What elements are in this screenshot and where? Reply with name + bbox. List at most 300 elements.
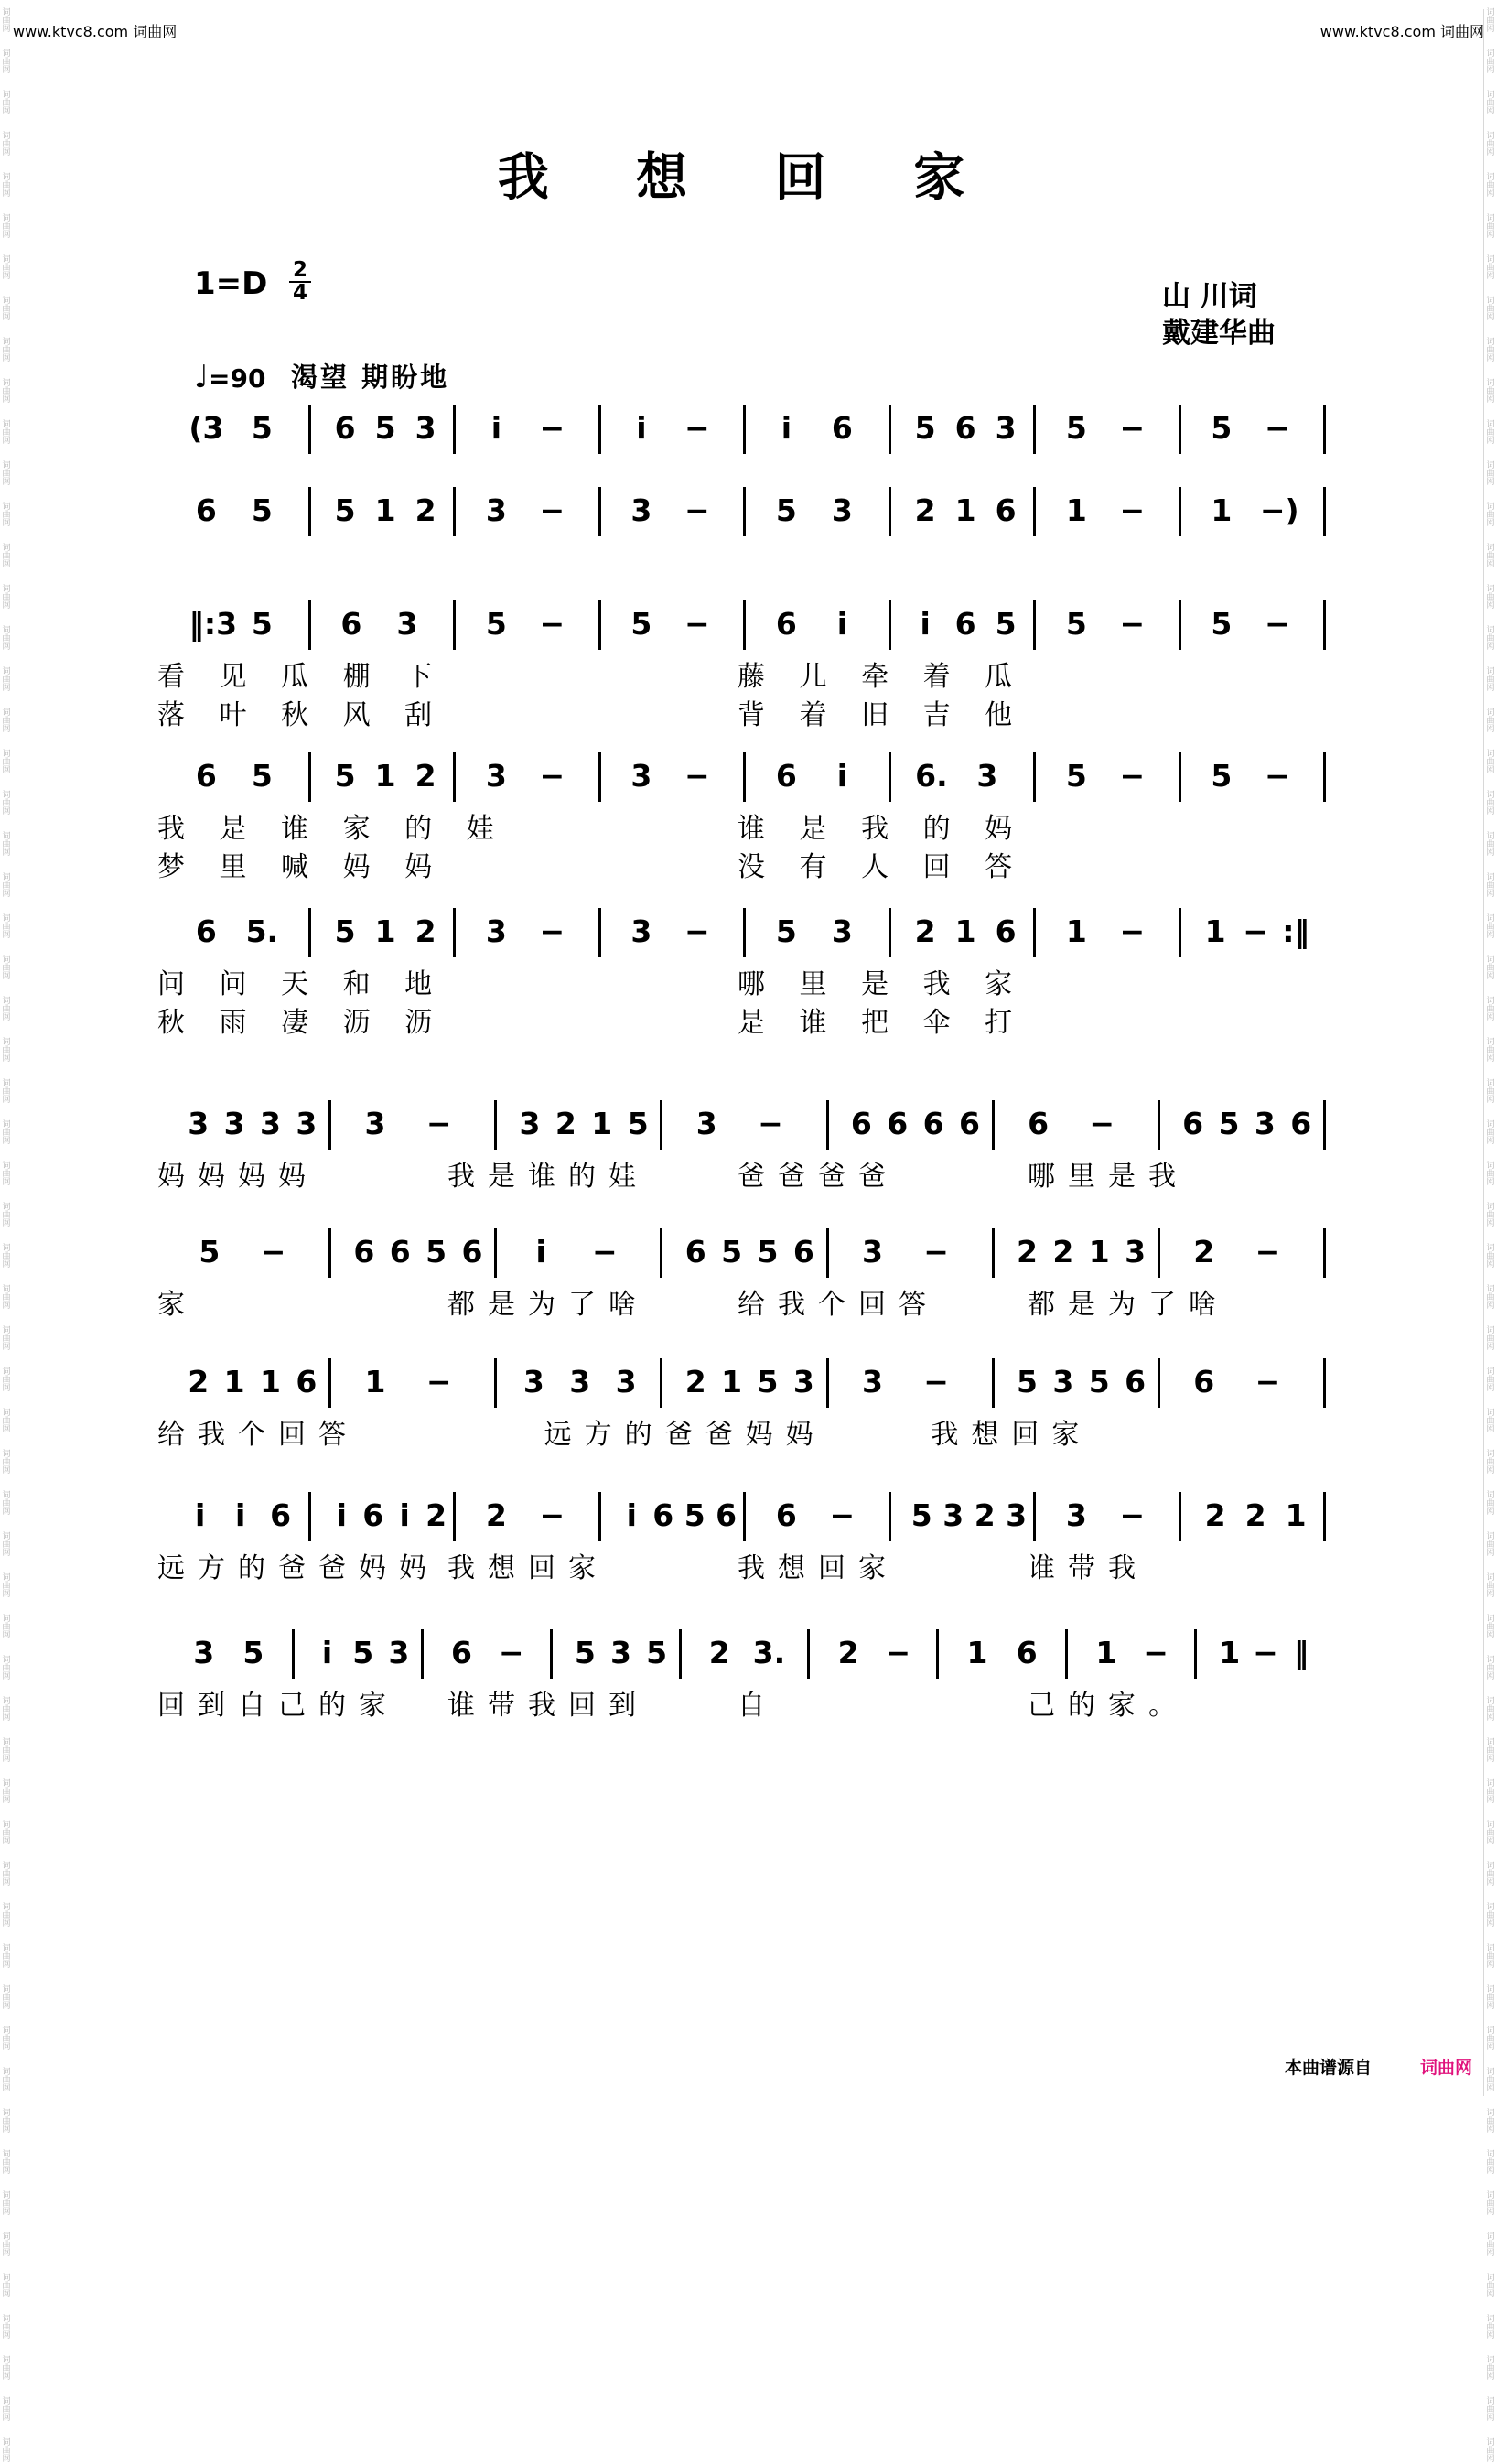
note: −: [1119, 410, 1146, 446]
note: 2: [415, 913, 436, 949]
note: −: [425, 1106, 452, 1141]
note: 5: [1065, 410, 1087, 446]
note: −): [1259, 492, 1299, 528]
note: 6: [362, 1497, 384, 1533]
time-signature-top: 2: [289, 260, 311, 283]
composer-credit: 戴建华曲: [1162, 317, 1276, 350]
note: 1: [721, 1364, 743, 1400]
bar-line: [494, 1100, 497, 1150]
note: 1: [1065, 913, 1087, 949]
bar-line: [1179, 600, 1181, 650]
note: i: [535, 1234, 546, 1270]
note: 3.: [752, 1635, 786, 1670]
note: 3: [364, 1106, 386, 1141]
bar-line: [1323, 1358, 1326, 1408]
bar-line: [743, 752, 746, 802]
bar-line: [889, 405, 891, 454]
bar-line: [328, 1228, 331, 1278]
note: 6: [389, 1234, 411, 1270]
bar-line: [1065, 1629, 1068, 1679]
note: 2: [974, 1497, 996, 1533]
lyric-line: 哪 里 是 我 家: [738, 968, 1026, 1000]
bar-line: [1033, 487, 1036, 536]
note: 6: [684, 1234, 706, 1270]
note: 3: [609, 1635, 631, 1670]
note: 5: [995, 606, 1017, 642]
bar-line: [660, 1100, 662, 1150]
note: −: [539, 606, 565, 642]
tempo-value: =90: [209, 363, 266, 394]
note: −: [1243, 913, 1268, 949]
note: −: [1119, 758, 1146, 794]
note: 5: [352, 1635, 374, 1670]
note: 3: [861, 1364, 883, 1400]
bar-line: [308, 600, 311, 650]
bar-line: [889, 908, 891, 957]
note: 6: [652, 1497, 674, 1533]
bar-line: [1323, 752, 1326, 802]
note: 6: [1125, 1364, 1147, 1400]
note: 3: [615, 1364, 637, 1400]
note: 3: [942, 1497, 964, 1533]
note: 3: [569, 1364, 591, 1400]
note: 5: [251, 410, 273, 446]
note: 3: [995, 410, 1017, 446]
bar-line: [743, 908, 746, 957]
note: 3: [396, 606, 418, 642]
note: 3: [831, 913, 853, 949]
bar-line: [598, 908, 601, 957]
note: 1: [374, 492, 396, 528]
note: 2: [188, 1364, 210, 1400]
note: 5: [1016, 1364, 1038, 1400]
lyric-line: 我是谁的娃: [447, 1161, 649, 1193]
note: −: [1265, 606, 1290, 642]
note: −: [1265, 758, 1290, 794]
note: 2: [837, 1635, 859, 1670]
lyric-line: 己的家。: [1028, 1690, 1189, 1722]
bar-line: [1033, 1492, 1036, 1541]
lyric-line: 哪里是我: [1028, 1161, 1189, 1193]
bar-line: [1323, 1492, 1326, 1541]
bar-line: [1323, 405, 1326, 454]
note: 5: [425, 1234, 447, 1270]
lyricist-credit: 山 川词: [1162, 280, 1257, 313]
note: 3: [976, 758, 998, 794]
quarter-note-icon: ♩: [194, 359, 210, 395]
note: −: [684, 913, 710, 949]
lyric-line: 我想回家: [931, 1419, 1093, 1451]
note: 1: [954, 492, 976, 528]
note: 1: [374, 758, 396, 794]
note: :‖: [1282, 913, 1309, 949]
time-signature: [289, 260, 311, 304]
note: 3: [485, 758, 507, 794]
lyric-line: 给我个回答: [157, 1419, 359, 1451]
lyric-line: 远方的爸爸妈妈: [544, 1419, 826, 1451]
note: 6: [195, 758, 217, 794]
lyric-line: 都是为了啥: [447, 1289, 649, 1321]
bar-line: [936, 1629, 939, 1679]
note: i: [399, 1497, 410, 1533]
note: 6: [1290, 1106, 1312, 1141]
note: 2: [1244, 1497, 1266, 1533]
bar-line: [598, 1492, 601, 1541]
bar-line: [1033, 908, 1036, 957]
staff-system: [0, 1364, 1497, 1501]
bar-line: [1158, 1358, 1160, 1408]
note: 2: [708, 1635, 730, 1670]
note: 5: [334, 913, 356, 949]
note: 3: [630, 913, 652, 949]
note: 2: [914, 492, 936, 528]
note: −: [498, 1635, 524, 1670]
note: −: [539, 492, 565, 528]
note: i: [836, 606, 847, 642]
note: 6: [1016, 1635, 1038, 1670]
staff-system: [0, 758, 1497, 895]
note: 6: [775, 606, 797, 642]
note: 3: [188, 1106, 210, 1141]
note: 3: [1125, 1234, 1147, 1270]
note: −: [539, 913, 565, 949]
note: 2: [914, 913, 936, 949]
note: 5: [485, 606, 507, 642]
bar-line: [1179, 752, 1181, 802]
note: −: [1255, 1364, 1281, 1400]
note: 1: [223, 1364, 245, 1400]
bar-line: [1323, 1228, 1326, 1278]
note: ‖: [1293, 1635, 1309, 1670]
note: i: [321, 1635, 333, 1670]
note: 3: [861, 1234, 883, 1270]
bar-line: [826, 1228, 829, 1278]
note: −: [539, 1497, 565, 1533]
note: −: [539, 758, 565, 794]
bar-line: [743, 1492, 746, 1541]
note: −: [539, 410, 565, 446]
bar-line: [494, 1228, 497, 1278]
note: −: [260, 1234, 286, 1270]
bar-line: [660, 1358, 662, 1408]
note: 5: [1211, 606, 1233, 642]
bar-line: [421, 1629, 424, 1679]
lyric-line: 藤 儿 牵 着 瓜: [738, 661, 1026, 693]
note: 5: [1211, 758, 1233, 794]
note: −: [885, 1635, 911, 1670]
note: 1: [966, 1635, 988, 1670]
bar-line: [598, 600, 601, 650]
note: 3: [630, 492, 652, 528]
lyric-line: 问 问 天 和 地: [157, 968, 446, 1000]
note: 3: [485, 913, 507, 949]
note: 5: [775, 913, 797, 949]
header-site-left: www.ktvc8.com 词曲网: [13, 23, 178, 40]
note: −: [1119, 1497, 1146, 1533]
note: i: [234, 1497, 246, 1533]
note: 5: [630, 606, 652, 642]
note: 6: [461, 1234, 483, 1270]
side-watermark-right: 词 曲 网 词 曲 网 词 曲 网 词 曲 网 词 曲 网 词 曲 网 词 曲 网 词 曲 网 词 曲 网 词 曲 网 词 曲 网 词 曲 网 词 曲 网 词 曲 网 词 曲 网 词 曲 网 词 曲 网 词 曲 网 词 曲 网 词 曲 网 词 曲 网 词 曲 网 词 曲 网 词 曲 网 词 曲 网 词 曲 网 词 曲 网 词 曲 网 词 曲 网 词 曲 网 词 曲 网 词 曲 网 词 曲 网 词 曲 网 词 曲 网 词 曲 网 词 曲 网 词 曲 网 词 曲 网 词 曲 网 词 曲 网 词 曲 网 词 曲 网 词 曲 网 词 曲 网 词 曲 网 词 曲 网 词 曲 网 词 曲 网 词 曲 网 词 曲 网 词 曲 网 词 曲 网 词 曲 网 词 曲 网 词 曲 网 词 曲 网 词 曲 网 词 曲 网 词 曲 网: [1483, 9, 1497, 2096]
expression-marking: 渴望 期盼地: [291, 362, 450, 393]
note: 2: [555, 1106, 576, 1141]
note: −: [1119, 913, 1146, 949]
note: i: [490, 410, 502, 446]
lyric-line: 谁带我: [1028, 1552, 1148, 1584]
note: −: [1119, 606, 1146, 642]
note: i: [194, 1497, 206, 1533]
bar-line: [453, 1492, 456, 1541]
note: 1: [260, 1364, 281, 1400]
bar-line: [1179, 1492, 1181, 1541]
lyric-line: 没 有 人 回 答: [738, 851, 1026, 883]
note: 5: [334, 492, 356, 528]
note: 3: [1052, 1364, 1074, 1400]
note: 1: [591, 1106, 613, 1141]
note: 5: [1065, 758, 1087, 794]
note: 2: [415, 492, 436, 528]
note: 5: [1218, 1106, 1240, 1141]
lyric-line: 妈妈妈妈: [157, 1161, 318, 1193]
note: 3: [519, 1106, 541, 1141]
note: 3: [485, 492, 507, 528]
note: 3: [260, 1106, 281, 1141]
note: 6: [831, 410, 853, 446]
bar-line: [550, 1629, 553, 1679]
bar-line: [453, 752, 456, 802]
bar-line: [889, 1492, 891, 1541]
lyric-line: 落 叶 秋 风 刮: [157, 699, 446, 731]
note: 6: [922, 1106, 944, 1141]
bar-line: [598, 405, 601, 454]
note: −: [684, 758, 710, 794]
bar-line: [308, 752, 311, 802]
bar-line: [453, 487, 456, 536]
note: 6: [296, 1364, 318, 1400]
note: −: [684, 492, 710, 528]
note: −: [684, 410, 710, 446]
bar-line: [889, 487, 891, 536]
note: 6: [995, 913, 1017, 949]
note: 1: [1095, 1635, 1117, 1670]
note: 3: [792, 1364, 814, 1400]
note: 5: [1065, 606, 1087, 642]
bar-line: [1158, 1100, 1160, 1150]
note: 5: [1211, 410, 1233, 446]
note: 5: [627, 1106, 649, 1141]
note: i: [920, 606, 931, 642]
bar-line: [598, 487, 601, 536]
note: 6: [792, 1234, 814, 1270]
note: 5: [1088, 1364, 1110, 1400]
note: 1: [1088, 1234, 1110, 1270]
note: −: [1265, 410, 1290, 446]
note: 3: [296, 1106, 318, 1141]
bar-line: [1179, 405, 1181, 454]
lyric-line: 背 着 旧 吉 他: [738, 699, 1026, 731]
staff-system: [0, 1497, 1497, 1635]
note: 5: [914, 410, 936, 446]
note: 5: [242, 1635, 264, 1670]
lyric-line: 远方的爸爸妈妈: [157, 1552, 439, 1584]
staff-system: [0, 1635, 1497, 1772]
note: 1: [1219, 1635, 1241, 1670]
bar-line: [992, 1358, 995, 1408]
note: 5: [910, 1497, 932, 1533]
note: 6: [850, 1106, 872, 1141]
bar-line: [743, 405, 746, 454]
note: 3: [695, 1106, 717, 1141]
bar-line: [1179, 487, 1181, 536]
bar-line: [992, 1228, 995, 1278]
note: −: [1089, 1106, 1115, 1141]
lyric-line: 谁 是 我 的 妈: [738, 813, 1026, 845]
note: i: [636, 410, 647, 446]
note: −: [1119, 492, 1146, 528]
bar-line: [453, 600, 456, 650]
note: 3: [1006, 1497, 1028, 1533]
bar-line: [743, 487, 746, 536]
note: 3: [415, 410, 436, 446]
note: 1: [364, 1364, 386, 1400]
staff-system: [0, 1106, 1497, 1243]
bar-line: [308, 405, 311, 454]
note: 5: [251, 758, 273, 794]
bar-line: [1033, 600, 1036, 650]
note: 2: [1204, 1497, 1226, 1533]
bar-line: [328, 1100, 331, 1150]
note: 6: [340, 606, 362, 642]
bar-line: [328, 1358, 331, 1408]
bar-line: [826, 1100, 829, 1150]
note: 6: [775, 1497, 797, 1533]
note: ‖:3: [188, 606, 238, 642]
note: 1: [1065, 492, 1087, 528]
note: 1: [374, 913, 396, 949]
note: 3: [630, 758, 652, 794]
lyric-line: 秋 雨 凄 沥 沥: [157, 1007, 446, 1039]
bar-line: [807, 1629, 810, 1679]
note: 5: [374, 410, 396, 446]
bar-line: [453, 405, 456, 454]
bar-line: [889, 752, 891, 802]
bar-line: [308, 487, 311, 536]
note: 3: [1065, 1497, 1087, 1533]
note: 1: [1211, 492, 1233, 528]
note: 2: [684, 1364, 706, 1400]
note: −: [684, 606, 710, 642]
bar-line: [679, 1629, 682, 1679]
note: 3: [193, 1635, 215, 1670]
note: 6: [334, 410, 356, 446]
note: i: [836, 758, 847, 794]
note: 6: [1182, 1106, 1204, 1141]
note: 6: [716, 1497, 738, 1533]
lyric-line: 爸爸爸爸: [738, 1161, 899, 1193]
bar-line: [1158, 1228, 1160, 1278]
note: 2: [1016, 1234, 1038, 1270]
note: 5: [251, 492, 273, 528]
lyric-line: 我想回家: [447, 1552, 608, 1584]
lyric-line: 我 是 谁 家 的 娃: [157, 813, 507, 845]
note: 3: [831, 492, 853, 528]
bar-line: [743, 600, 746, 650]
lyric-line: 回到自己的家: [157, 1690, 399, 1722]
staff-system: [0, 1234, 1497, 1371]
bar-line: [992, 1100, 995, 1150]
note: 2: [485, 1497, 507, 1533]
note: 6: [1193, 1364, 1215, 1400]
bar-line: [889, 600, 891, 650]
note: 6: [958, 1106, 980, 1141]
note: −: [1143, 1635, 1169, 1670]
note: 5: [721, 1234, 743, 1270]
side-watermark-left: 词 曲 网 词 曲 网 词 曲 网 词 曲 网 词 曲 网 词 曲 网 词 曲 网 词 曲 网 词 曲 网 词 曲 网 词 曲 网 词 曲 网 词 曲 网 词 曲 网 词 曲 网 词 曲 网 词 曲 网 词 曲 网 词 曲 网 词 曲 网 词 曲 网 词 曲 网 词 曲 网 词 曲 网 词 曲 网 词 曲 网 词 曲 网 词 曲 网 词 曲 网 词 曲 网 词 曲 网 词 曲 网 词 曲 网 词 曲 网 词 曲 网 词 曲 网 词 曲 网 词 曲 网 词 曲 网 词 曲 网 词 曲 网 词 曲 网 词 曲 网 词 曲 网 词 曲 网 词 曲 网 词 曲 网 词 曲 网 词 曲 网 词 曲 网 词 曲 网 词 曲 网 词 曲 网 词 曲 网 词 曲 网 词 曲 网 词 曲 网 词 曲 网 词 曲 网 词 曲 网: [2, 8, 11, 2464]
header-site-right: www.ktvc8.com 词曲网: [1319, 23, 1484, 40]
bar-line: [292, 1629, 295, 1679]
lyric-line: 看 见 瓜 棚 下: [157, 661, 446, 693]
footer-site-name: 词曲网: [1420, 2058, 1473, 2078]
note: 3: [388, 1635, 410, 1670]
lyric-line: 给我个回答: [738, 1289, 939, 1321]
lyric-line: 我想回家: [738, 1552, 899, 1584]
note: 2: [1052, 1234, 1074, 1270]
bar-line: [1194, 1629, 1197, 1679]
note: 6: [195, 492, 217, 528]
note: 5: [251, 606, 273, 642]
bar-line: [1179, 908, 1181, 957]
note: (3: [188, 410, 224, 446]
note: 1: [1204, 913, 1226, 949]
footer-source-label: 本曲谱源自: [1285, 2058, 1373, 2078]
note: 6: [270, 1497, 292, 1533]
lyric-line: 是 谁 把 伞 打: [738, 1007, 1026, 1039]
song-title: 我 想 回 家: [497, 147, 1000, 208]
note: i: [336, 1497, 347, 1533]
note: 5: [757, 1234, 779, 1270]
note: i: [626, 1497, 637, 1533]
note: 5: [574, 1635, 596, 1670]
note: 6: [353, 1234, 375, 1270]
note: −: [829, 1497, 856, 1533]
staff-system: [0, 606, 1497, 743]
note: 5: [646, 1635, 668, 1670]
lyric-line: 都是为了啥: [1028, 1289, 1229, 1321]
bar-line: [308, 1492, 311, 1541]
note: −: [425, 1364, 452, 1400]
key-signature: 1=D: [194, 265, 268, 302]
note: 5.: [245, 913, 279, 949]
bar-line: [308, 908, 311, 957]
note: 2: [415, 758, 436, 794]
note: 6.: [915, 758, 948, 794]
note: 5: [199, 1234, 221, 1270]
note: 5: [757, 1364, 779, 1400]
note: 6: [775, 758, 797, 794]
note: 5: [334, 758, 356, 794]
note: 2: [425, 1497, 447, 1533]
tempo-marking: [194, 359, 265, 395]
note: −: [923, 1364, 949, 1400]
note: 6: [954, 606, 976, 642]
bar-line: [826, 1358, 829, 1408]
note: 6: [450, 1635, 472, 1670]
note: −: [1253, 1635, 1278, 1670]
bar-line: [1323, 600, 1326, 650]
bar-line: [1033, 405, 1036, 454]
note: 3: [522, 1364, 544, 1400]
note: 1: [954, 913, 976, 949]
